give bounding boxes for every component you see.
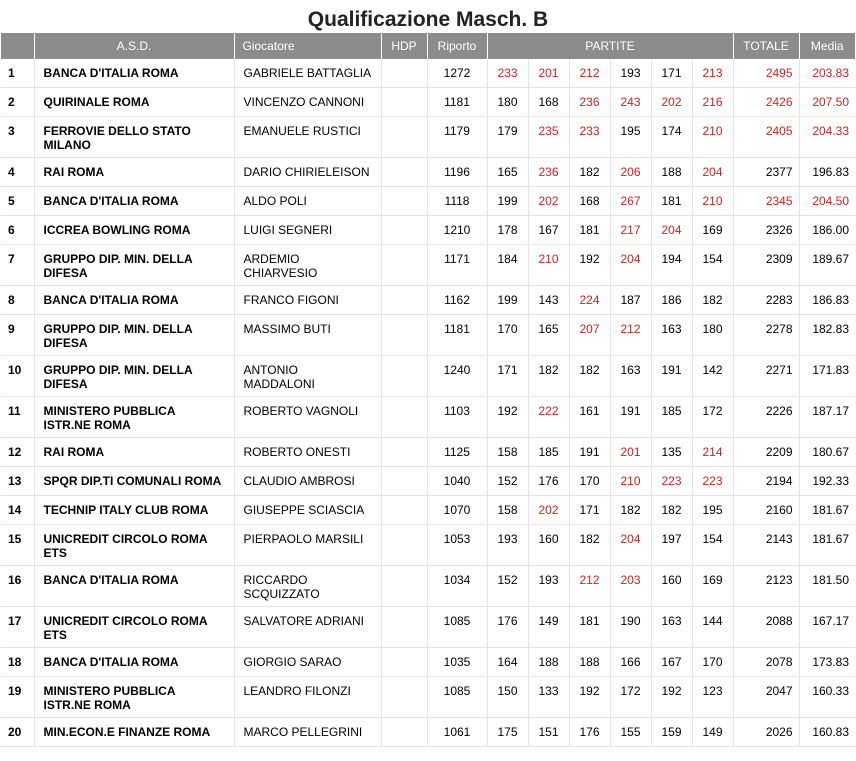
hdp-cell: [381, 607, 427, 648]
player-cell: GABRIELE BATTAGLIA: [234, 59, 381, 88]
asd-cell: BANCA D'ITALIA ROMA: [34, 187, 234, 216]
game-score-cell: 160: [651, 566, 692, 607]
game-score-cell: 223: [651, 467, 692, 496]
game-score-cell: 199: [487, 286, 528, 315]
position-cell: 5: [1, 187, 34, 216]
position-cell: 10: [1, 356, 34, 397]
game-score-cell: 151: [528, 718, 569, 747]
game-score-cell: 163: [610, 356, 651, 397]
table-row: [1, 216, 855, 245]
position-cell: 3: [1, 117, 34, 158]
game-score-cell: 176: [569, 718, 610, 747]
media-cell: 192.33: [799, 467, 855, 496]
player-cell: MASSIMO BUTI: [234, 315, 381, 356]
table-row: [1, 245, 855, 286]
game-score-cell: 160: [528, 525, 569, 566]
hdp-cell: [381, 187, 427, 216]
game-score-cell: 204: [692, 158, 733, 187]
table-row: [1, 677, 855, 718]
game-score-cell: 169: [692, 566, 733, 607]
game-score-cell: 192: [651, 677, 692, 718]
riporto-cell: 1061: [427, 718, 487, 747]
totale-cell: 2278: [733, 315, 799, 356]
game-score-cell: 188: [528, 648, 569, 677]
game-score-cell: 192: [569, 677, 610, 718]
media-cell: 167.17: [799, 607, 855, 648]
table-row: [1, 356, 855, 397]
media-cell: 160.33: [799, 677, 855, 718]
player-cell: GIUSEPPE SCIASCIA: [234, 496, 381, 525]
asd-cell: BANCA D'ITALIA ROMA: [34, 648, 234, 677]
riporto-cell: 1035: [427, 648, 487, 677]
game-score-cell: 165: [528, 315, 569, 356]
game-score-cell: 123: [692, 677, 733, 718]
game-score-cell: 178: [487, 216, 528, 245]
game-score-cell: 267: [610, 187, 651, 216]
riporto-cell: 1070: [427, 496, 487, 525]
game-score-cell: 154: [692, 245, 733, 286]
game-score-cell: 210: [692, 117, 733, 158]
player-cell: GIORGIO SARAO: [234, 648, 381, 677]
game-score-cell: 202: [651, 88, 692, 117]
asd-cell: GRUPPO DIP. MIN. DELLA DIFESA: [34, 245, 234, 286]
game-score-cell: 158: [487, 496, 528, 525]
game-score-cell: 163: [651, 315, 692, 356]
game-score-cell: 180: [692, 315, 733, 356]
player-cell: ROBERTO VAGNOLI: [234, 397, 381, 438]
game-score-cell: 199: [487, 187, 528, 216]
riporto-cell: 1196: [427, 158, 487, 187]
asd-cell: UNICREDIT CIRCOLO ROMA ETS: [34, 607, 234, 648]
media-cell: 171.83: [799, 356, 855, 397]
table-row: [1, 187, 855, 216]
position-cell: 4: [1, 158, 34, 187]
asd-cell: FERROVIE DELLO STATO MILANO: [34, 117, 234, 158]
asd-cell: BANCA D'ITALIA ROMA: [34, 566, 234, 607]
riporto-cell: 1040: [427, 467, 487, 496]
game-score-cell: 206: [610, 158, 651, 187]
totale-cell: 2271: [733, 356, 799, 397]
game-score-cell: 168: [569, 187, 610, 216]
player-cell: ARDEMIO CHIARVESIO: [234, 245, 381, 286]
media-cell: 204.33: [799, 117, 855, 158]
totale-cell: 2078: [733, 648, 799, 677]
game-score-cell: 212: [569, 566, 610, 607]
riporto-cell: 1171: [427, 245, 487, 286]
table-row: [1, 525, 855, 566]
hdp-cell: [381, 59, 427, 88]
asd-cell: GRUPPO DIP. MIN. DELLA DIFESA: [34, 356, 234, 397]
totale-cell: 2026: [733, 718, 799, 747]
player-cell: DARIO CHIRIELEISON: [234, 158, 381, 187]
media-cell: 204.50: [799, 187, 855, 216]
hdp-cell: [381, 117, 427, 158]
game-score-cell: 202: [528, 496, 569, 525]
media-cell: 181.67: [799, 496, 855, 525]
game-score-cell: 166: [610, 648, 651, 677]
game-score-cell: 154: [692, 525, 733, 566]
header-media: Media: [799, 33, 855, 59]
game-score-cell: 172: [692, 397, 733, 438]
game-score-cell: 210: [692, 187, 733, 216]
game-score-cell: 142: [692, 356, 733, 397]
totale-cell: 2345: [733, 187, 799, 216]
table-body: [1, 59, 855, 747]
riporto-cell: 1053: [427, 525, 487, 566]
riporto-cell: 1240: [427, 356, 487, 397]
riporto-cell: 1085: [427, 607, 487, 648]
game-score-cell: 235: [528, 117, 569, 158]
table-row: [1, 59, 855, 88]
player-cell: ROBERTO ONESTI: [234, 438, 381, 467]
game-score-cell: 233: [487, 59, 528, 88]
riporto-cell: 1125: [427, 438, 487, 467]
game-score-cell: 193: [528, 566, 569, 607]
game-score-cell: 171: [651, 59, 692, 88]
game-score-cell: 164: [487, 648, 528, 677]
header-partite: PARTITE: [487, 33, 733, 59]
position-cell: 12: [1, 438, 34, 467]
table-row: [1, 158, 855, 187]
table-row: [1, 566, 855, 607]
totale-cell: 2283: [733, 286, 799, 315]
game-score-cell: 190: [610, 607, 651, 648]
game-score-cell: 204: [610, 245, 651, 286]
totale-cell: 2377: [733, 158, 799, 187]
player-cell: VINCENZO CANNONI: [234, 88, 381, 117]
hdp-cell: [381, 496, 427, 525]
table-row: [1, 397, 855, 438]
asd-cell: QUIRINALE ROMA: [34, 88, 234, 117]
game-score-cell: 144: [692, 607, 733, 648]
game-score-cell: 172: [610, 677, 651, 718]
asd-cell: UNICREDIT CIRCOLO ROMA ETS: [34, 525, 234, 566]
game-score-cell: 184: [487, 245, 528, 286]
game-score-cell: 193: [610, 59, 651, 88]
game-score-cell: 182: [651, 496, 692, 525]
totale-cell: 2143: [733, 525, 799, 566]
media-cell: 186.00: [799, 216, 855, 245]
totale-cell: 2160: [733, 496, 799, 525]
game-score-cell: 236: [569, 88, 610, 117]
game-score-cell: 195: [610, 117, 651, 158]
asd-cell: SPQR DIP.TI COMUNALI ROMA: [34, 467, 234, 496]
media-cell: 182.83: [799, 315, 855, 356]
game-score-cell: 170: [692, 648, 733, 677]
game-score-cell: 182: [569, 356, 610, 397]
totale-cell: 2047: [733, 677, 799, 718]
media-cell: 196.83: [799, 158, 855, 187]
riporto-cell: 1034: [427, 566, 487, 607]
game-score-cell: 133: [528, 677, 569, 718]
riporto-cell: 1085: [427, 677, 487, 718]
player-cell: CLAUDIO AMBROSI: [234, 467, 381, 496]
game-score-cell: 212: [610, 315, 651, 356]
media-cell: 189.67: [799, 245, 855, 286]
hdp-cell: [381, 315, 427, 356]
game-score-cell: 207: [569, 315, 610, 356]
game-score-cell: 191: [651, 356, 692, 397]
riporto-cell: 1162: [427, 286, 487, 315]
game-score-cell: 223: [692, 467, 733, 496]
game-score-cell: 216: [692, 88, 733, 117]
table-row: [1, 607, 855, 648]
media-cell: 181.67: [799, 525, 855, 566]
player-cell: RICCARDO SCQUIZZATO: [234, 566, 381, 607]
game-score-cell: 182: [528, 356, 569, 397]
position-cell: 18: [1, 648, 34, 677]
game-score-cell: 185: [528, 438, 569, 467]
game-score-cell: 181: [651, 187, 692, 216]
game-score-cell: 159: [651, 718, 692, 747]
game-score-cell: 143: [528, 286, 569, 315]
hdp-cell: [381, 88, 427, 117]
position-cell: 20: [1, 718, 34, 747]
hdp-cell: [381, 438, 427, 467]
totale-cell: 2088: [733, 607, 799, 648]
player-cell: PIERPAOLO MARSILI: [234, 525, 381, 566]
position-cell: 1: [1, 59, 34, 88]
game-score-cell: 204: [610, 525, 651, 566]
hdp-cell: [381, 718, 427, 747]
game-score-cell: 222: [528, 397, 569, 438]
player-cell: FRANCO FIGONI: [234, 286, 381, 315]
header-totale: TOTALE: [733, 33, 799, 59]
game-score-cell: 243: [610, 88, 651, 117]
game-score-cell: 194: [651, 245, 692, 286]
table-header: [1, 33, 855, 59]
game-score-cell: 182: [692, 286, 733, 315]
game-score-cell: 179: [487, 117, 528, 158]
player-cell: LUIGI SEGNERI: [234, 216, 381, 245]
position-cell: 7: [1, 245, 34, 286]
game-score-cell: 149: [692, 718, 733, 747]
game-score-cell: 197: [651, 525, 692, 566]
game-score-cell: 165: [487, 158, 528, 187]
game-score-cell: 135: [651, 438, 692, 467]
position-cell: 8: [1, 286, 34, 315]
game-score-cell: 169: [692, 216, 733, 245]
riporto-cell: 1272: [427, 59, 487, 88]
position-cell: 13: [1, 467, 34, 496]
media-cell: 181.50: [799, 566, 855, 607]
game-score-cell: 210: [528, 245, 569, 286]
table-row: [1, 117, 855, 158]
game-score-cell: 167: [528, 216, 569, 245]
game-score-cell: 187: [610, 286, 651, 315]
game-score-cell: 167: [651, 648, 692, 677]
riporto-cell: 1210: [427, 216, 487, 245]
game-score-cell: 182: [610, 496, 651, 525]
hdp-cell: [381, 286, 427, 315]
game-score-cell: 152: [487, 467, 528, 496]
game-score-cell: 155: [610, 718, 651, 747]
game-score-cell: 150: [487, 677, 528, 718]
riporto-cell: 1118: [427, 187, 487, 216]
player-cell: ALDO POLI: [234, 187, 381, 216]
game-score-cell: 224: [569, 286, 610, 315]
game-score-cell: 186: [651, 286, 692, 315]
player-cell: LEANDRO FILONZI: [234, 677, 381, 718]
riporto-cell: 1179: [427, 117, 487, 158]
game-score-cell: 236: [528, 158, 569, 187]
game-score-cell: 161: [569, 397, 610, 438]
position-cell: 11: [1, 397, 34, 438]
riporto-cell: 1181: [427, 315, 487, 356]
asd-cell: TECHNIP ITALY CLUB ROMA: [34, 496, 234, 525]
position-cell: 19: [1, 677, 34, 718]
totale-cell: 2309: [733, 245, 799, 286]
game-score-cell: 181: [569, 216, 610, 245]
player-cell: MARCO PELLEGRINI: [234, 718, 381, 747]
game-score-cell: 204: [651, 216, 692, 245]
position-cell: 6: [1, 216, 34, 245]
game-score-cell: 191: [610, 397, 651, 438]
game-score-cell: 212: [569, 59, 610, 88]
media-cell: 186.83: [799, 286, 855, 315]
game-score-cell: 170: [487, 315, 528, 356]
hdp-cell: [381, 245, 427, 286]
game-score-cell: 163: [651, 607, 692, 648]
game-score-cell: 203: [610, 566, 651, 607]
asd-cell: BANCA D'ITALIA ROMA: [34, 59, 234, 88]
table-row: [1, 496, 855, 525]
asd-cell: BANCA D'ITALIA ROMA: [34, 286, 234, 315]
player-cell: ANTONIO MADDALONI: [234, 356, 381, 397]
game-score-cell: 158: [487, 438, 528, 467]
hdp-cell: [381, 467, 427, 496]
game-score-cell: 171: [569, 496, 610, 525]
table-row: [1, 286, 855, 315]
totale-cell: 2226: [733, 397, 799, 438]
media-cell: 187.17: [799, 397, 855, 438]
game-score-cell: 233: [569, 117, 610, 158]
hdp-cell: [381, 677, 427, 718]
hdp-cell: [381, 158, 427, 187]
hdp-cell: [381, 648, 427, 677]
game-score-cell: 188: [651, 158, 692, 187]
position-cell: 14: [1, 496, 34, 525]
media-cell: 207.50: [799, 88, 855, 117]
totale-cell: 2495: [733, 59, 799, 88]
hdp-cell: [381, 397, 427, 438]
position-cell: 9: [1, 315, 34, 356]
table-row: [1, 88, 855, 117]
game-score-cell: 182: [569, 525, 610, 566]
totale-cell: 2426: [733, 88, 799, 117]
game-score-cell: 195: [692, 496, 733, 525]
table-row: [1, 718, 855, 747]
game-score-cell: 185: [651, 397, 692, 438]
game-score-cell: 193: [487, 525, 528, 566]
header-asd: A.S.D.: [34, 33, 234, 59]
media-cell: 203.83: [799, 59, 855, 88]
header-position: [1, 33, 34, 59]
media-cell: 173.83: [799, 648, 855, 677]
totale-cell: 2405: [733, 117, 799, 158]
game-score-cell: 175: [487, 718, 528, 747]
table-row: [1, 648, 855, 677]
game-score-cell: 191: [569, 438, 610, 467]
asd-cell: MINISTERO PUBBLICA ISTR.NE ROMA: [34, 677, 234, 718]
game-score-cell: 149: [528, 607, 569, 648]
riporto-cell: 1103: [427, 397, 487, 438]
table-row: [1, 438, 855, 467]
game-score-cell: 174: [651, 117, 692, 158]
game-score-cell: 180: [487, 88, 528, 117]
position-cell: 15: [1, 525, 34, 566]
asd-cell: RAI ROMA: [34, 438, 234, 467]
game-score-cell: 217: [610, 216, 651, 245]
asd-cell: RAI ROMA: [34, 158, 234, 187]
totale-cell: 2326: [733, 216, 799, 245]
hdp-cell: [381, 356, 427, 397]
game-score-cell: 176: [487, 607, 528, 648]
table-row: [1, 467, 855, 496]
player-cell: SALVATORE ADRIANI: [234, 607, 381, 648]
player-cell: EMANUELE RUSTICI: [234, 117, 381, 158]
game-score-cell: 181: [569, 607, 610, 648]
asd-cell: ICCREA BOWLING ROMA: [34, 216, 234, 245]
hdp-cell: [381, 566, 427, 607]
game-score-cell: 170: [569, 467, 610, 496]
game-score-cell: 152: [487, 566, 528, 607]
game-score-cell: 192: [569, 245, 610, 286]
game-score-cell: 192: [487, 397, 528, 438]
media-cell: 160.83: [799, 718, 855, 747]
game-score-cell: 188: [569, 648, 610, 677]
hdp-cell: [381, 216, 427, 245]
game-score-cell: 202: [528, 187, 569, 216]
game-score-cell: 168: [528, 88, 569, 117]
asd-cell: GRUPPO DIP. MIN. DELLA DIFESA: [34, 315, 234, 356]
page-title: Qualificazione Masch. B: [307, 8, 549, 31]
header-riporto: Riporto: [427, 33, 487, 59]
game-score-cell: 171: [487, 356, 528, 397]
game-score-cell: 210: [610, 467, 651, 496]
game-score-cell: 182: [569, 158, 610, 187]
media-cell: 180.67: [799, 438, 855, 467]
table-row: [1, 315, 855, 356]
game-score-cell: 214: [692, 438, 733, 467]
position-cell: 16: [1, 566, 34, 607]
totale-cell: 2209: [733, 438, 799, 467]
header-giocatore: Giocatore: [234, 33, 381, 59]
header-hdp: HDP: [381, 33, 427, 59]
totale-cell: 2123: [733, 566, 799, 607]
game-score-cell: 201: [610, 438, 651, 467]
game-score-cell: 201: [528, 59, 569, 88]
game-score-cell: 213: [692, 59, 733, 88]
standings-table: [1, 33, 855, 747]
game-score-cell: 176: [528, 467, 569, 496]
riporto-cell: 1181: [427, 88, 487, 117]
position-cell: 2: [1, 88, 34, 117]
position-cell: 17: [1, 607, 34, 648]
asd-cell: MINISTERO PUBBLICA ISTR.NE ROMA: [34, 397, 234, 438]
hdp-cell: [381, 525, 427, 566]
asd-cell: MIN.ECON.E FINANZE ROMA: [34, 718, 234, 747]
totale-cell: 2194: [733, 467, 799, 496]
